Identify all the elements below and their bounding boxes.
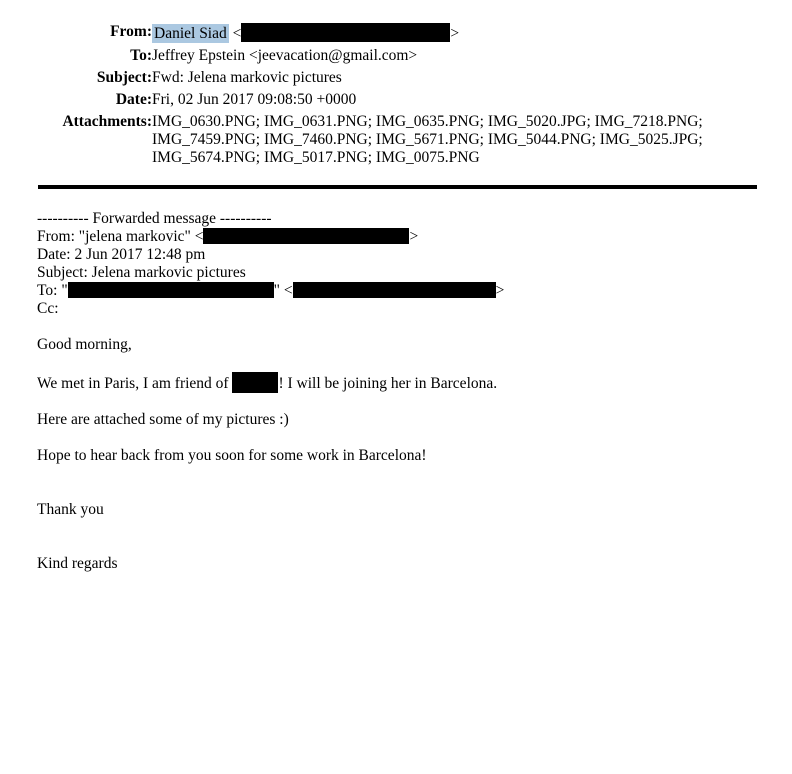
- attachments-line-1: IMG_0630.PNG; IMG_0631.PNG; IMG_0635.PNG; IMG_5020.JPG; IMG_7218.PNG;: [152, 113, 703, 130]
- header-row-subject: [40, 67, 727, 89]
- to-value: Jeffrey Epstein <jeevacation@gmail.com>: [152, 47, 418, 64]
- redaction-bar-forwarded-to-address: [293, 282, 496, 298]
- subject-value: Fwd: Jelena markovic pictures: [152, 69, 342, 86]
- thank-you-paragraph: Thank you: [37, 501, 104, 518]
- met-prefix-text: We met in Paris, I am friend of: [37, 375, 233, 392]
- subject-label: Subject:: [96, 69, 152, 86]
- forwarded-from-line: [37, 228, 504, 246]
- header-row-date: [40, 89, 727, 111]
- kind-regards-paragraph: Kind regards: [37, 555, 118, 572]
- to-label: To:: [130, 47, 152, 64]
- attachments-line-3: IMG_5674.PNG; IMG_5017.PNG; IMG_0075.PNG: [152, 149, 480, 166]
- pictures-paragraph: Here are attached some of my pictures :): [37, 411, 289, 428]
- header-row-to: [40, 45, 727, 67]
- forwarded-subject-line: Subject: Jelena markovic pictures: [37, 264, 246, 281]
- forwarded-from-prefix: From: "jelena markovic" <: [37, 228, 204, 245]
- date-label: Date:: [115, 91, 152, 108]
- email-header-table: [40, 21, 727, 169]
- hope-paragraph: Hope to hear back from you soon for some work in Barcelona!: [37, 447, 427, 464]
- forwarded-to-line: [37, 282, 504, 300]
- forwarded-from-suffix: >: [409, 228, 419, 245]
- header-body-divider-rule: [38, 185, 757, 189]
- forwarded-date-line: Date: 2 Jun 2017 12:48 pm: [37, 246, 206, 263]
- forwarded-message-header: [37, 210, 504, 318]
- greeting-paragraph: Good morning,: [37, 336, 132, 353]
- from-value: [152, 21, 727, 45]
- date-value: Fri, 02 Jun 2017 09:08:50 +0000: [152, 91, 357, 108]
- from-name-selected-text: Daniel Siad: [154, 25, 227, 42]
- from-bracket-close: >: [450, 25, 460, 42]
- attachments-line-2: IMG_7459.PNG; IMG_7460.PNG; IMG_5671.PNG; IMG_5044.PNG; IMG_5025.JPG;: [152, 131, 703, 148]
- forwarded-to-suffix: >: [495, 282, 505, 299]
- forwarded-separator: ---------- Forwarded message ----------: [37, 210, 272, 227]
- from-label: From:: [110, 23, 152, 40]
- redaction-box-friend-name: [232, 372, 278, 393]
- header-row-from: [40, 21, 727, 45]
- attachments-label: Attachments:: [62, 113, 152, 130]
- attachments-value: [152, 111, 727, 169]
- forwarded-to-middle: " <: [273, 282, 293, 299]
- redaction-bar-from-address: [241, 23, 450, 42]
- met-in-paris-paragraph: [37, 372, 747, 393]
- forwarded-to-prefix: To: ": [37, 282, 68, 299]
- header-row-attachments: [40, 111, 727, 169]
- from-bracket-open: <: [232, 25, 242, 42]
- forwarded-cc-line: Cc:: [37, 300, 59, 317]
- message-body: [37, 336, 747, 591]
- redaction-bar-forwarded-from-address: [203, 228, 409, 244]
- redaction-bar-forwarded-to-name: [68, 282, 274, 298]
- met-suffix-text: ! I will be joining her in Barcelona.: [278, 375, 498, 392]
